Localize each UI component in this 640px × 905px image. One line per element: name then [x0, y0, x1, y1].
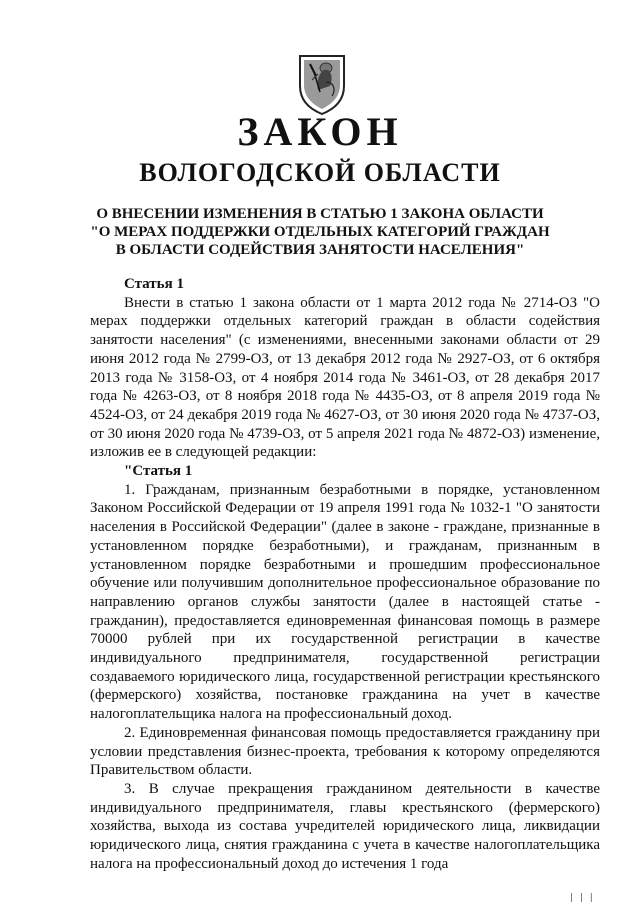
quoted-article-heading: "Статья 1	[124, 463, 193, 480]
subject-line: О ВНЕСЕНИИ ИЗМЕНЕНИЯ В СТАТЬЮ 1 ЗАКОНА ОБЛАСТИ	[96, 206, 544, 222]
article-text: Внести в статью 1 закона области от 1 марта 2012 года № 2714-ОЗ "О мерах поддержки отдельных категорий граждан в области содействия занятости населения" (с изменениями, внесенными законами области от 29 июня 2012 года № 2799-ОЗ, от 13 декабря 2012 года № 2927-ОЗ, от 6 октября 2013 года № 3158-ОЗ, от 4 ноября 2014 года № 3461-ОЗ, от 28 декабря 2017 года № 4263-ОЗ, от 8 ноября 2018 года № 4435-ОЗ, от 8 апреля 2019 года № 4524-ОЗ, от 24 декабря 2019 года № 4627-ОЗ, от 30 июня 2020 года № 4737-ОЗ, от 30 июня 2020 года № 4739-ОЗ, от 5 апреля 2021 года № 4872-ОЗ) изменение, изложив ее в следующей редакции:	[90, 294, 600, 461]
coat-of-arms-emblem	[296, 52, 348, 116]
subject-line: В ОБЛАСТИ СОДЕЙСТВИЯ ЗАНЯТОСТИ НАСЕЛЕНИЯ"	[115, 242, 525, 258]
document-body	[90, 275, 600, 874]
scan-mark: | | |	[570, 893, 595, 903]
paragraph-3: 3. В случае прекращения гражданином деятельности в качестве индивидуального предпринимателя, главы крестьянского (фермерского) хозяйства, выхода из состава учредителей юридического лица, ликвидации юридического лица, снятия гражданина с учета в качестве налогоплательщика налога на профессиональный доход до истечения 1 года	[90, 780, 600, 872]
region-title: ВОЛОГОДСКОЙ ОБЛАСТИ	[139, 158, 501, 187]
law-subject-heading	[0, 205, 640, 259]
law-title: ЗАКОН	[237, 109, 403, 154]
paragraph-1: 1. Гражданам, признанным безработными в порядке, установленном Законом Российской Федерации от 19 апреля 1991 года № 1032-1 "О занятости населения в Российской Федерации" (далее в законе - граждане, признанные в установленном порядке безработными), и гражданам, признанным в установленном порядке безработными и прошедшим профессиональное обучение или получившим дополнительное профессиональное образование по направлению органов службы занятости (далее в настоящей статье - гражданин), предоставляется единовременная финансовая помощь в размере 70000 рублей при их государственной регистрации в качестве индивидуального предпринимателя, государственной регистрации создаваемого юридического лица, государственной регистрации крестьянского (фермерского) хозяйства, постановке гражданина на учет в качестве налогоплательщика налога на профессиональный доход.	[90, 481, 600, 723]
subject-line: "О МЕРАХ ПОДДЕРЖКИ ОТДЕЛЬНЫХ КАТЕГОРИЙ ГРАЖДАН	[90, 224, 550, 240]
article-heading: Статья 1	[124, 276, 184, 292]
paragraph-2: 2. Единовременная финансовая помощь предоставляется гражданину при условии представления бизнес-проекта, требования к которому определяются Правительством области.	[90, 724, 600, 779]
